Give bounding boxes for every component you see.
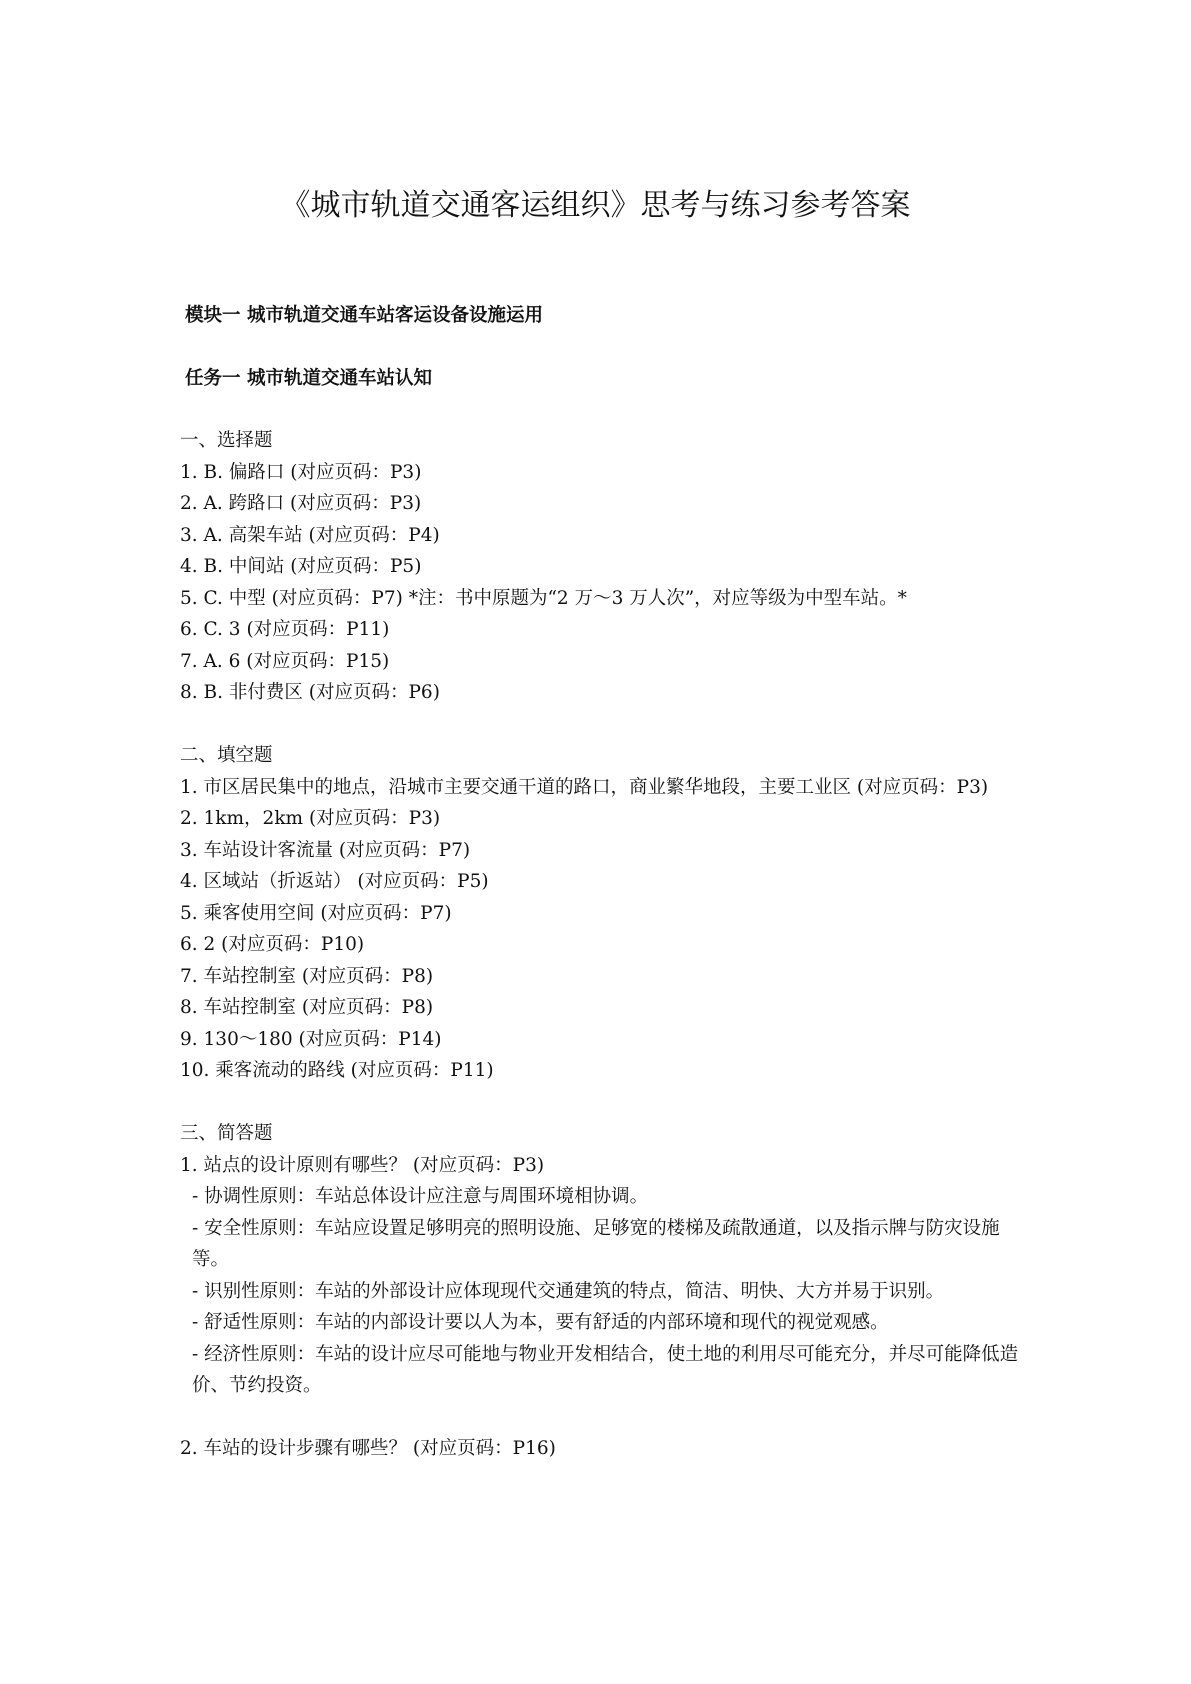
fill-answer: 7. 车站控制室 (对应页码：P8): [180, 965, 434, 987]
document-body: [180, 300, 1020, 1465]
choice-answer: 8. B. 非付费区 (对应页码：P6): [180, 682, 440, 703]
fill-answer: 9. 130～180 (对应页码：P14): [180, 1028, 442, 1050]
short-answer-heading: 三、简答题: [180, 1123, 273, 1144]
choice-answer: 5. C. 中型 (对应页码：P7) *注：书中原题为“2 万～3 万人次”，对应等级为中型车站。*: [180, 587, 907, 609]
choice-answer: 7. A. 6 (对应页码：P15): [180, 650, 390, 672]
fill-answer: 2. 1km，2km (对应页码：P3): [180, 808, 441, 829]
fill-answer: 6. 2 (对应页码：P10): [180, 934, 365, 955]
document-title: 《城市轨道交通客运组织》思考与练习参考答案: [280, 188, 911, 223]
module-heading: 模块一 城市轨道交通车站客运设备设施运用: [185, 305, 543, 326]
fill-answer: 5. 乘客使用空间 (对应页码：P7): [180, 902, 452, 924]
short-answer-question: 2. 车站的设计步骤有哪些？ (对应页码：P16): [180, 1438, 556, 1459]
principle-item: - 安全性原则：车站应设置足够明亮的照明设施、足够宽的楼梯及疏散通道，以及指示牌与防灾设施等。: [192, 1217, 1000, 1270]
choice-answer: 1. B. 偏路口 (对应页码：P3): [180, 461, 422, 483]
fill-answer: 1. 市区居民集中的地点，沿城市主要交通干道的路口，商业繁华地段，主要工业区 (对应页码：P3): [180, 776, 989, 798]
principle-item: - 舒适性原则：车站的内部设计要以人为本，要有舒适的内部环境和现代的视觉观感。: [192, 1312, 889, 1333]
choice-answer: 6. C. 3 (对应页码：P11): [180, 619, 390, 640]
short-answer-question: 1. 站点的设计原则有哪些？ (对应页码：P3): [180, 1154, 545, 1176]
fill-answer: 8. 车站控制室 (对应页码：P8): [180, 997, 434, 1018]
fill-answer: 3. 车站设计客流量 (对应页码：P7): [180, 839, 471, 861]
choice-heading: 一、选择题: [180, 430, 273, 451]
fill-answer: 10. 乘客流动的路线 (对应页码：P11): [180, 1060, 494, 1081]
short-answer-section: [180, 1118, 1020, 1402]
choice-section: [180, 425, 1020, 709]
fill-section: [180, 740, 1020, 1087]
principle-item: - 协调性原则：车站总体设计应注意与周围环境相协调。: [192, 1186, 649, 1207]
fill-heading: 二、填空题: [180, 745, 273, 766]
principle-item: - 识别性原则：车站的外部设计应体现现代交通建筑的特点，简洁、明快、大方并易于识别。: [192, 1280, 945, 1302]
task-heading: 任务一 城市轨道交通车站认知: [185, 367, 432, 389]
choice-answer: 2. A. 跨路口 (对应页码：P3): [180, 493, 422, 514]
principle-item: - 经济性原则：车站的设计应尽可能地与物业开发相结合，使土地的利用尽可能充分，并尽可能降低造价、节约投资。: [192, 1343, 1019, 1396]
choice-answer: 3. A. 高架车站 (对应页码：P4): [180, 524, 440, 546]
fill-answer: 4. 区域站（折返站） (对应页码：P5): [180, 871, 489, 892]
choice-answer: 4. B. 中间站 (对应页码：P5): [180, 556, 422, 577]
